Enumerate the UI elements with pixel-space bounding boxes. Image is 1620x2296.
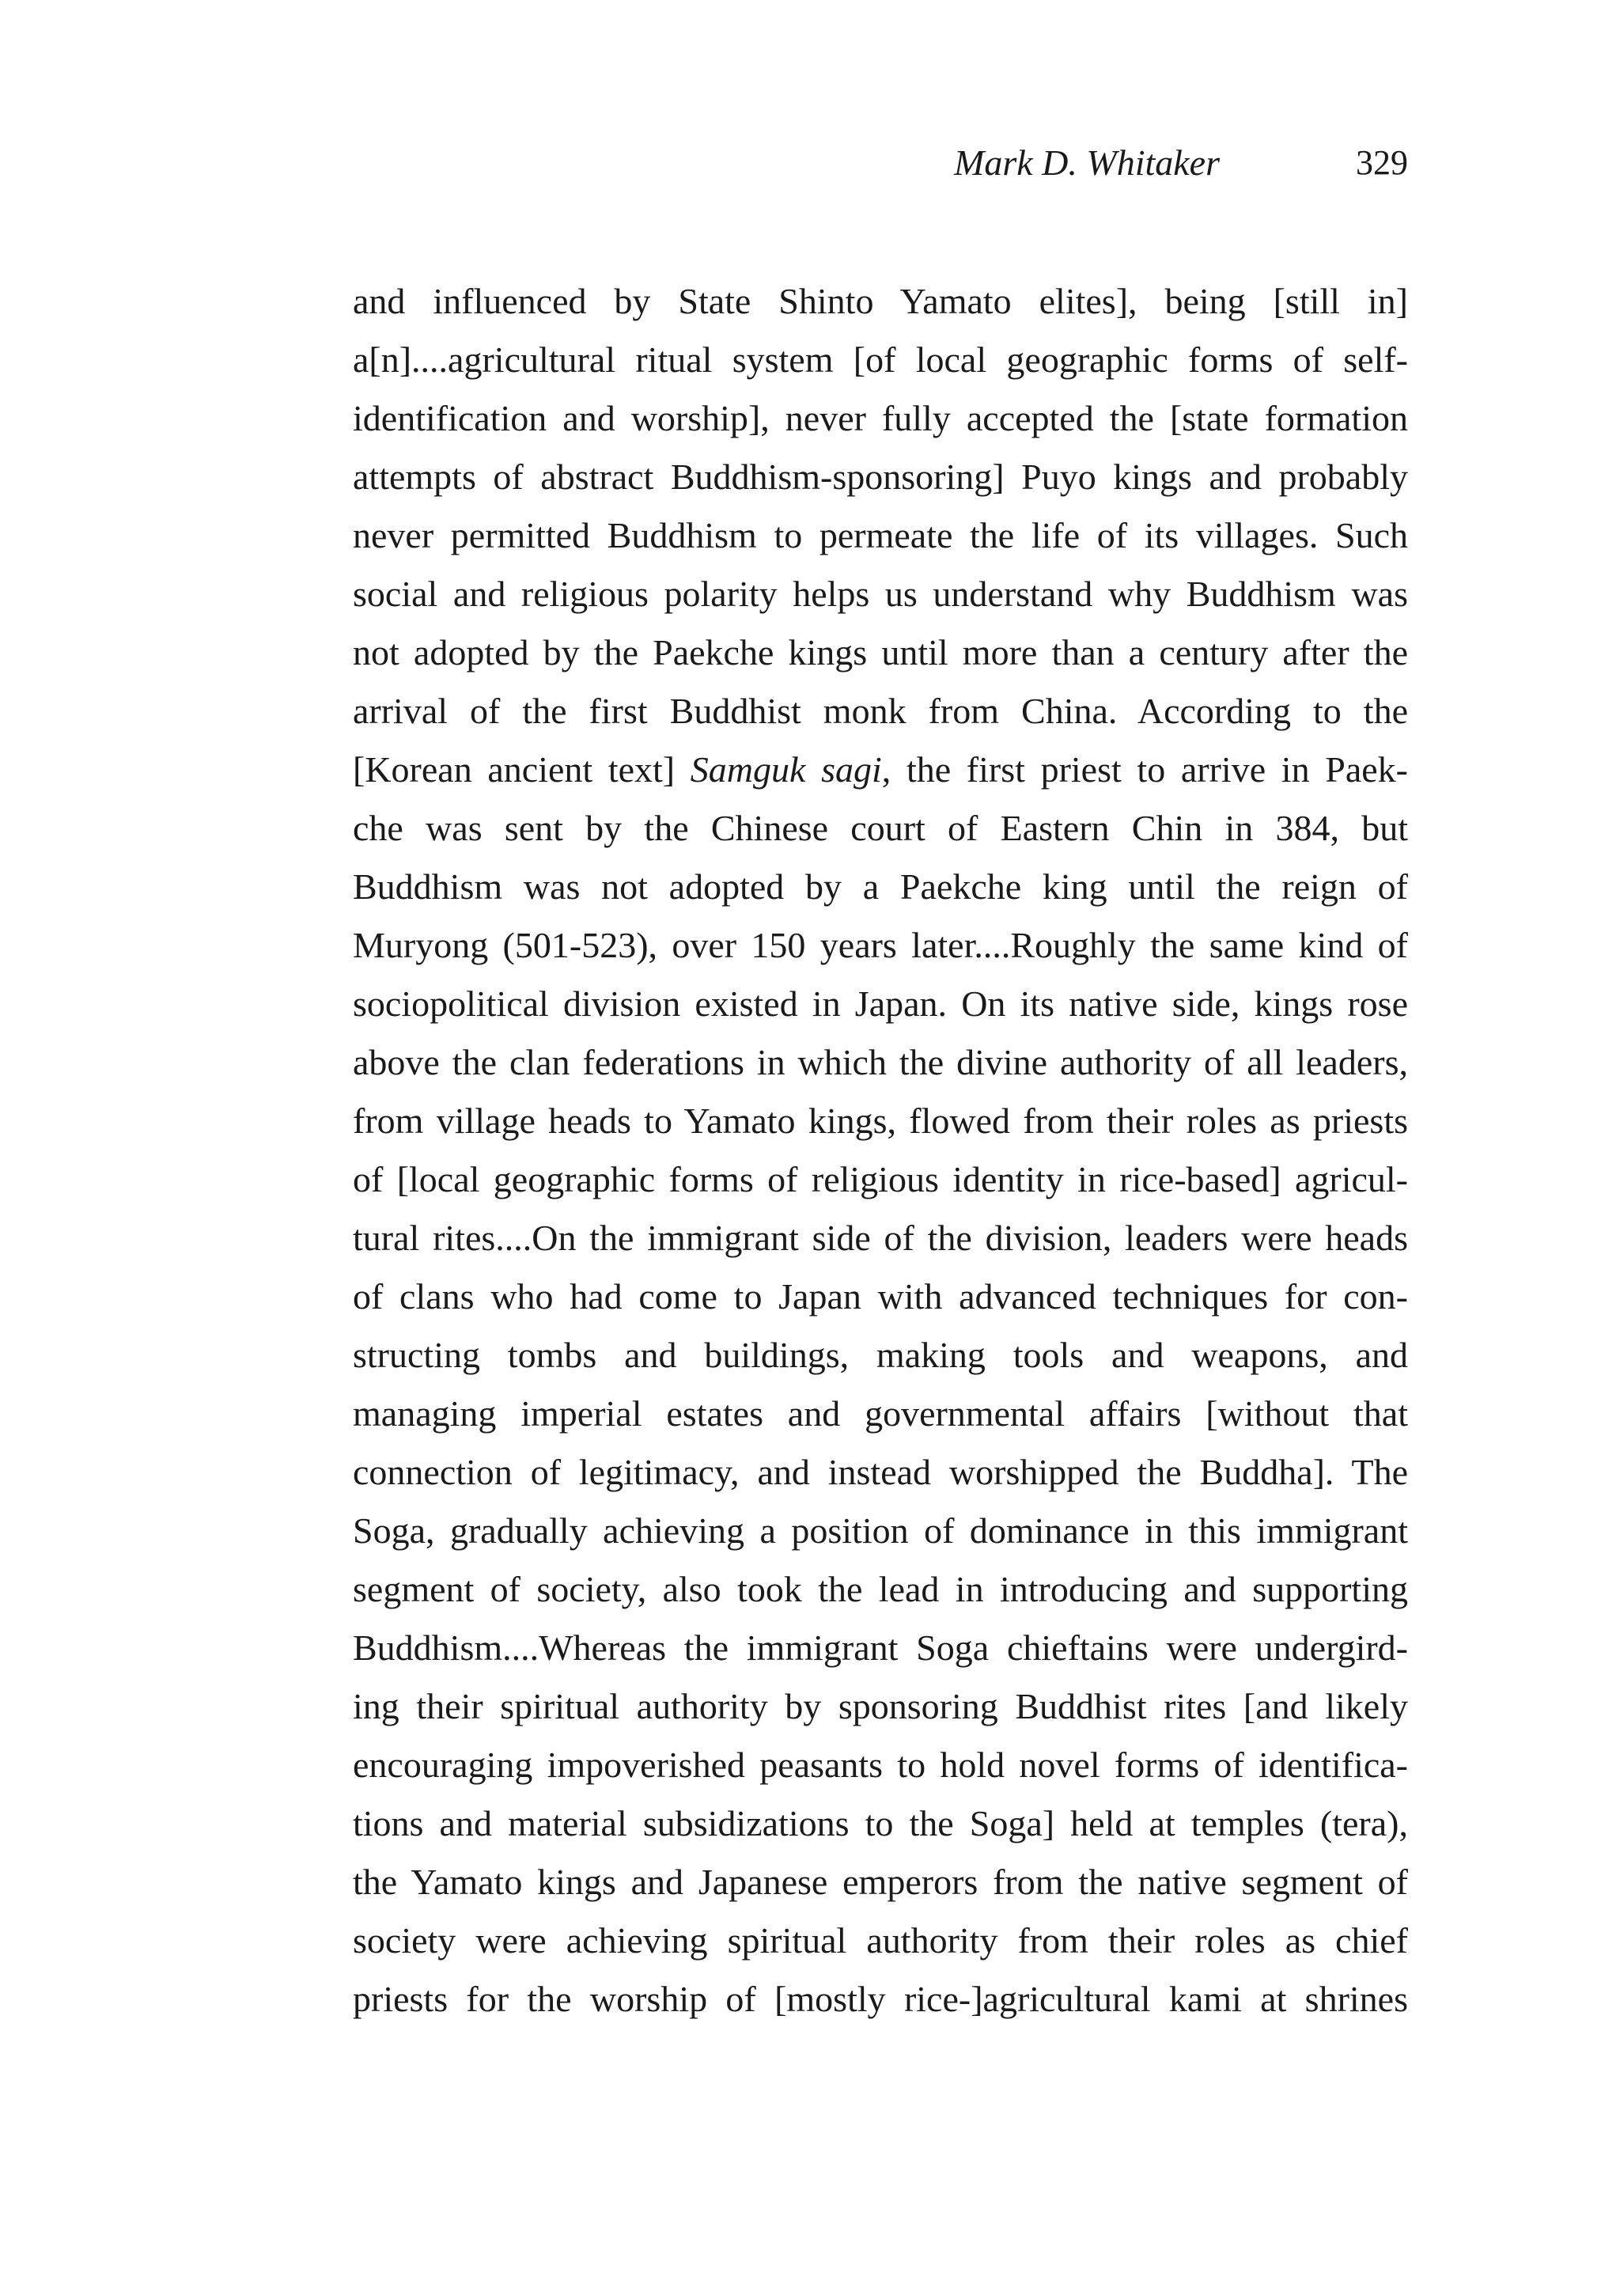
running-head-author: Mark D. Whitaker: [954, 142, 1220, 183]
text-line: connection of legitimacy, and instead worshipped the Buddha]. The: [353, 1452, 1408, 1492]
text-line: arrival of the first Buddhist monk from China. According to the: [353, 691, 1408, 731]
text-line: encouraging impoverished peasants to hold novel forms of identifica-: [353, 1745, 1408, 1785]
text-line: society were achieving spiritual authority from their roles as chief: [353, 1920, 1408, 1961]
text-line: Muryong (501-523), over 150 years later....Roughly the same kind of: [353, 925, 1408, 965]
page-number: 329: [1356, 143, 1408, 182]
text-line: social and religious polarity helps us understand why Buddhism was: [353, 574, 1408, 614]
book-title-italic: Samguk sagi: [690, 749, 882, 790]
text-line: of clans who had come to Japan with advanced techniques for con-: [353, 1276, 1408, 1317]
text-line: attempts of abstract Buddhism-sponsoring] Puyo kings and probably: [353, 457, 1408, 497]
text-line: a[n]....agricultural ritual system [of local geographic forms of self-: [353, 339, 1408, 380]
text-line: above the clan federations in which the divine authority of all leaders,: [353, 1042, 1408, 1082]
text-segment: , the first priest to arrive in Paek-: [881, 749, 1408, 790]
text-line: tural rites....On the immigrant side of the division, leaders were heads: [353, 1218, 1408, 1258]
text-line: tions and material subsidizations to the Soga] held at temples (tera),: [353, 1803, 1408, 1843]
text-line: from village heads to Yamato kings, flowed from their roles as priests: [353, 1101, 1408, 1141]
text-line: segment of society, also took the lead in introducing and supporting: [353, 1569, 1408, 1609]
text-line: che was sent by the Chinese court of Eastern Chin in 384, but: [353, 808, 1408, 848]
text-line: Buddhism....Whereas the immigrant Soga chieftains were undergird-: [353, 1627, 1408, 1668]
running-head: [353, 139, 1408, 187]
text-line: the Yamato kings and Japanese emperors from the native segment of: [353, 1862, 1408, 1902]
text-line: sociopolitical division existed in Japan. On its native side, kings rose: [353, 983, 1408, 1024]
body-text: [353, 272, 1408, 2029]
text-line-with-title: [353, 741, 1408, 799]
text-line: identification and worship], never fully accepted the [state formation: [353, 398, 1408, 438]
text-line: Buddhism was not adopted by a Paekche king until the reign of: [353, 866, 1408, 907]
text-line: never permitted Buddhism to permeate the life of its villages. Such: [353, 515, 1408, 555]
text-line: ing their spiritual authority by sponsoring Buddhist rites [and likely: [353, 1686, 1408, 1726]
text-line: structing tombs and buildings, making tools and weapons, and: [353, 1335, 1408, 1375]
text-line: of [local geographic forms of religious identity in rice-based] agricul-: [353, 1159, 1408, 1199]
text-line: priests for the worship of [mostly rice-]agricultural kami at shrines: [353, 1979, 1408, 2019]
text-line: not adopted by the Paekche kings until more than a century after the: [353, 632, 1408, 673]
text-line: and influenced by State Shinto Yamato elites], being [still in]: [353, 281, 1408, 321]
text-segment: [Korean ancient text]: [353, 749, 691, 790]
text-line: managing imperial estates and governmental affairs [without that: [353, 1393, 1408, 1434]
text-line: Soga, gradually achieving a position of dominance in this immigrant: [353, 1510, 1408, 1551]
